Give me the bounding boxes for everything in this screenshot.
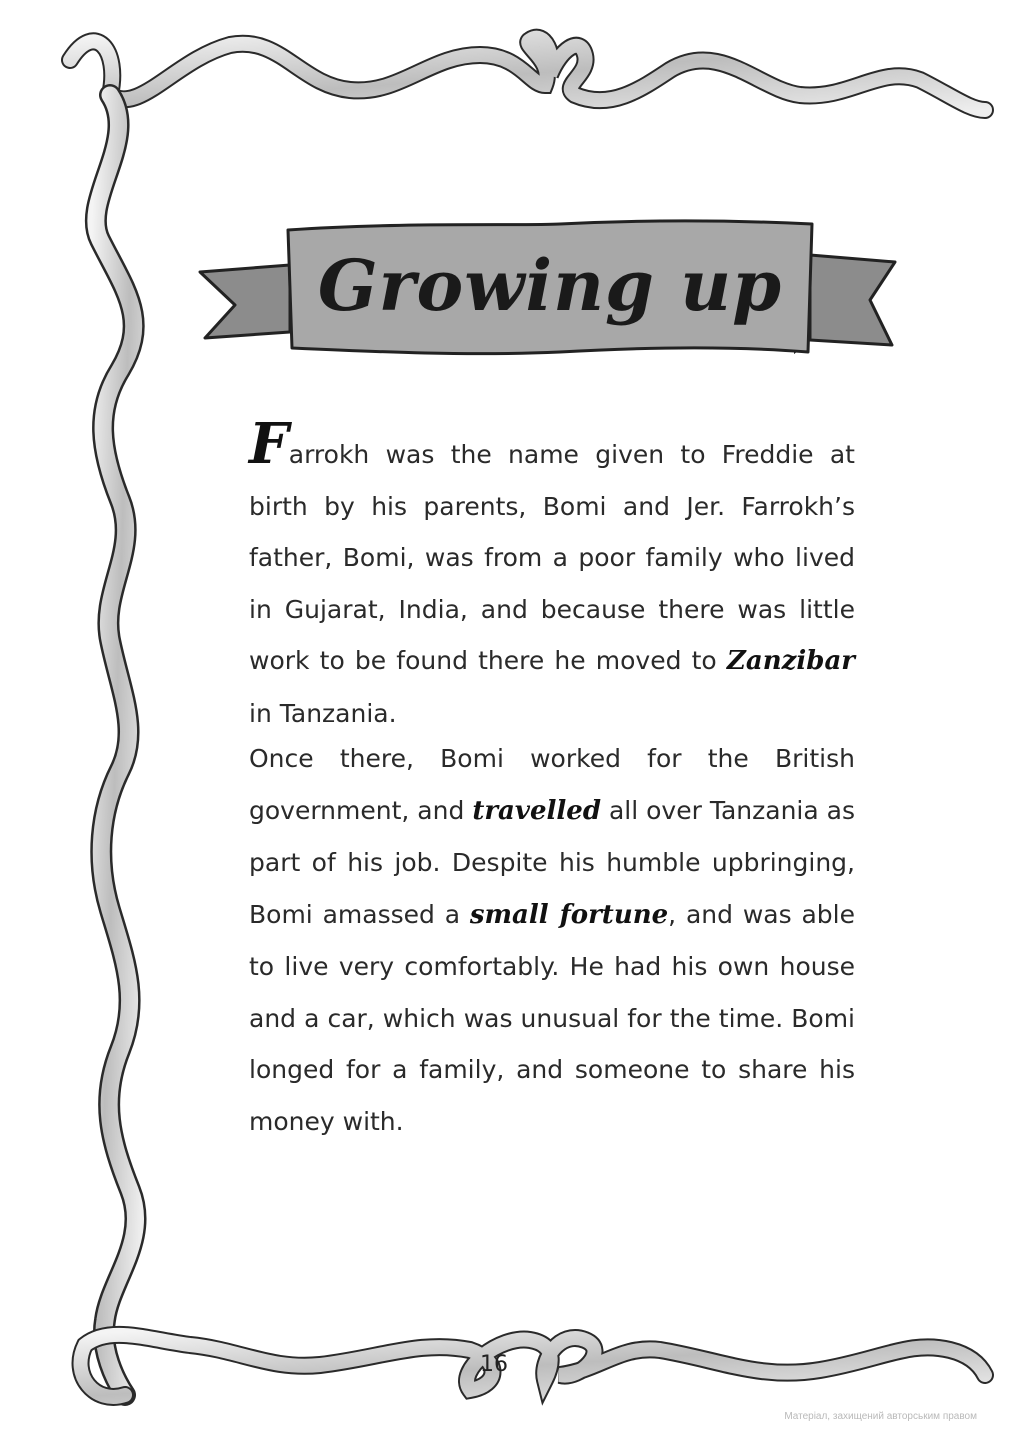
top-ribbon xyxy=(70,38,985,110)
copyright-watermark: Матеріал, захищений авторським правом xyxy=(784,1411,977,1422)
paragraph-2-text-c: , and was able to live very comfortably. He had his own house and a car, which was unusual for the time. Bomi longed for a family, and someone to share his money with. xyxy=(249,899,855,1136)
paragraph-2-text-a: Once there, Bomi worked for the British government, and xyxy=(249,744,855,825)
paragraph-1 xyxy=(249,411,855,739)
emphasis-travelled: travelled xyxy=(472,795,601,826)
page-number: 16 xyxy=(480,1352,508,1377)
left-ribbon xyxy=(96,95,136,1395)
paragraph-1-text-b: in Tanzania. xyxy=(249,698,397,728)
page-title: Growing up xyxy=(317,243,783,327)
paragraph-1-text-a: arrokh was the name given to Freddie at birth by his parents, Bomi and Jer. Farrokh’s father, Bomi, was from a poor family who lived in Gujarat, India, and because there was little work to be found there he moved to xyxy=(249,440,855,675)
bottom-ribbon xyxy=(81,1335,985,1397)
emphasis-small-fortune: small fortune xyxy=(469,899,669,930)
emphasis-zanzibar: Zanzibar xyxy=(726,646,855,676)
paragraph-2-text-b: all over Tanzania as part of his job. Despite his humble upbringing, Bomi amassed a xyxy=(249,795,855,929)
drop-cap: F xyxy=(249,411,289,477)
paragraph-2 xyxy=(249,733,855,1147)
